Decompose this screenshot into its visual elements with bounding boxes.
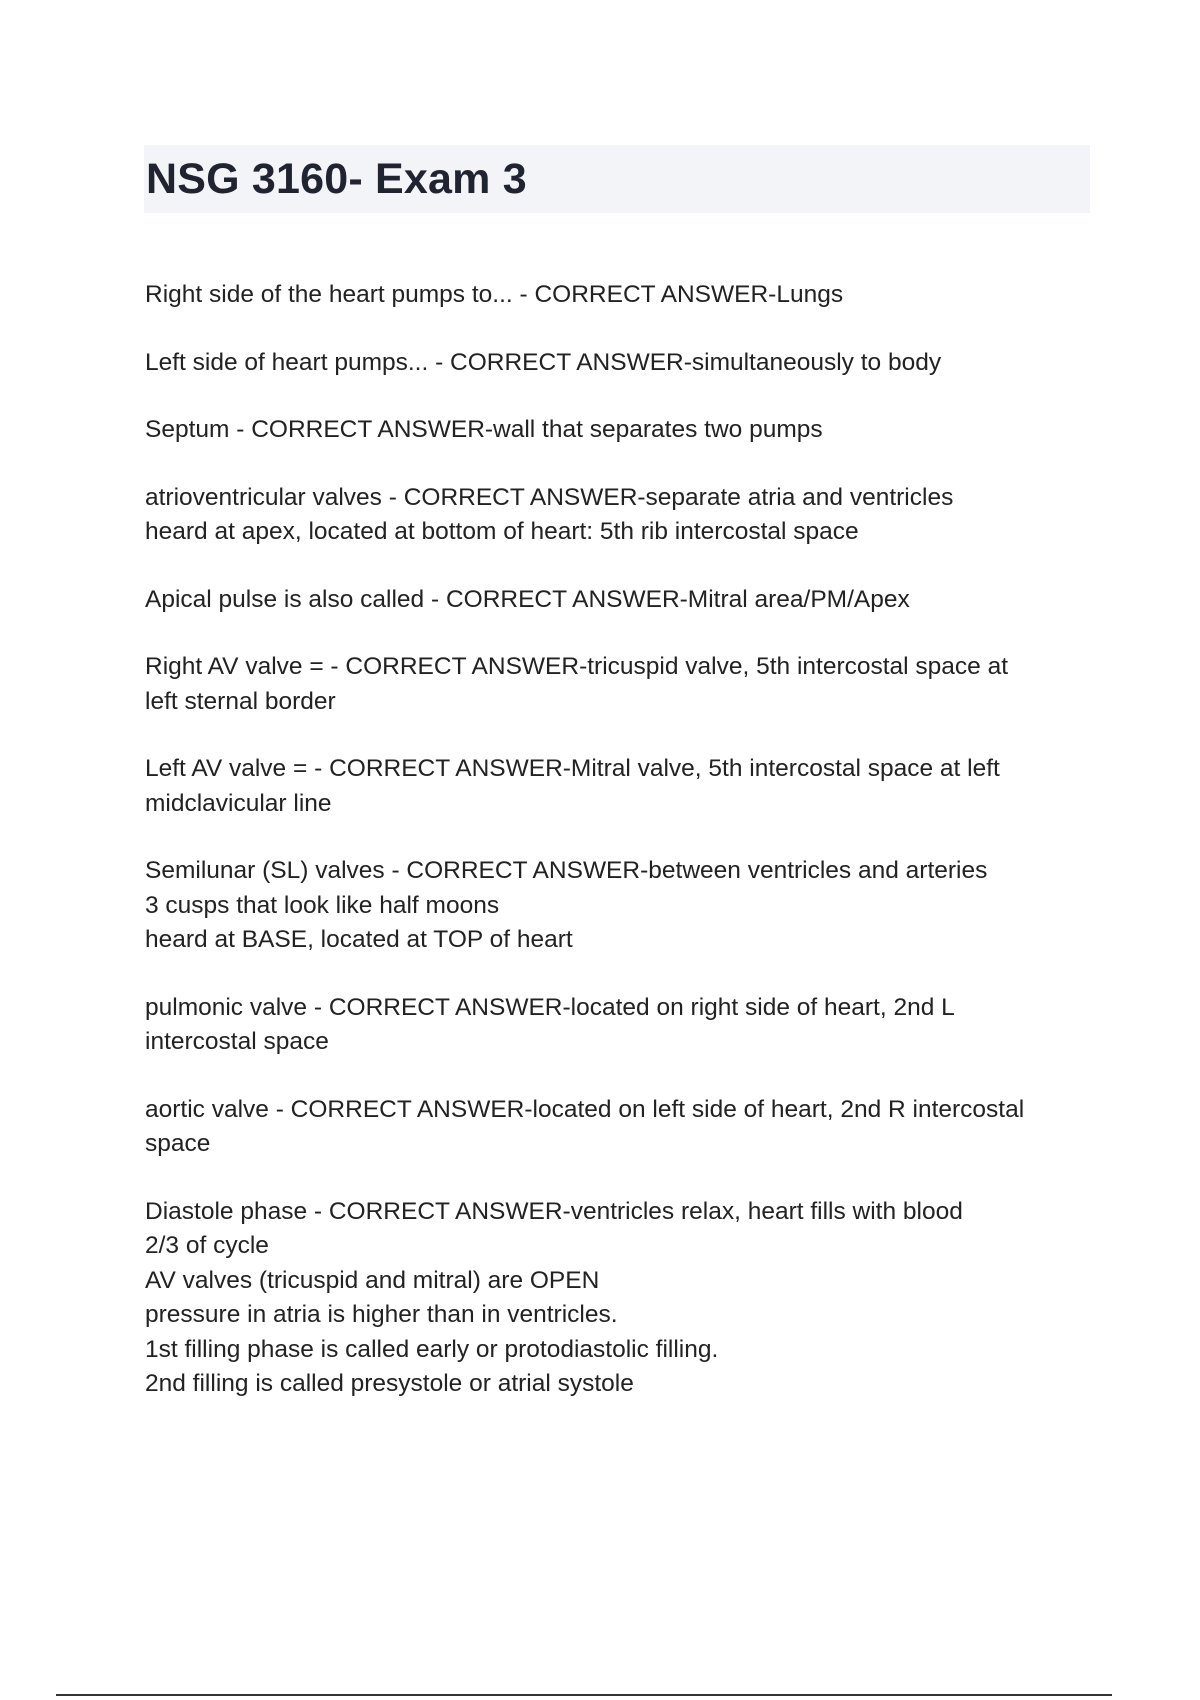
- page-title: NSG 3160- Exam 3: [146, 155, 527, 203]
- title-banner: [144, 145, 1090, 213]
- qa-item: [145, 413, 1095, 448]
- qa-item: [145, 278, 1095, 313]
- qa-line: Septum - CORRECT ANSWER-wall that separates two pumps: [145, 416, 823, 443]
- qa-line: Left side of heart pumps... - CORRECT ANSWER-simultaneously to body: [145, 348, 942, 376]
- qa-item: [145, 481, 1095, 550]
- qa-item: [145, 1195, 1095, 1402]
- qa-item: [145, 991, 1095, 1060]
- qa-line: atrioventricular valves - CORRECT ANSWER-separate atria and ventricles: [145, 483, 954, 511]
- qa-line: Diastole phase - CORRECT ANSWER-ventricles relax, heart fills with blood: [145, 1197, 963, 1225]
- qa-line: 1st filling phase is called early or protodiastolic filling.: [145, 1335, 719, 1363]
- qa-line: 2nd filling is called presystole or atrial systole: [145, 1370, 634, 1397]
- qa-line: aortic valve - CORRECT ANSWER-located on left side of heart, 2nd R intercostal: [145, 1095, 1025, 1123]
- qa-line: Left AV valve = - CORRECT ANSWER-Mitral valve, 5th intercostal space at left: [145, 755, 1000, 782]
- qa-line: AV valves (tricuspid and mitral) are OPEN: [145, 1266, 600, 1294]
- qa-line: intercostal space: [145, 1028, 329, 1055]
- qa-line: Semilunar (SL) valves - CORRECT ANSWER-between ventricles and arteries: [145, 857, 988, 884]
- qa-list: [145, 278, 1095, 1435]
- qa-line: Right AV valve = - CORRECT ANSWER-tricuspid valve, 5th intercostal space at: [145, 653, 1009, 680]
- footer-divider: [56, 1694, 1112, 1696]
- qa-item: [145, 854, 1095, 958]
- qa-item: [145, 650, 1095, 719]
- qa-line: 2/3 of cycle: [145, 1232, 269, 1259]
- qa-line: pressure in atria is higher than in ventricles.: [145, 1301, 618, 1328]
- qa-line: Right side of the heart pumps to... - CORRECT ANSWER-Lungs: [145, 281, 844, 308]
- qa-line: Apical pulse is also called - CORRECT ANSWER-Mitral area/PM/Apex: [145, 585, 910, 613]
- qa-item: [145, 1093, 1095, 1162]
- qa-line: 3 cusps that look like half moons: [145, 891, 500, 919]
- qa-line: pulmonic valve - CORRECT ANSWER-located on right side of heart, 2nd L: [145, 993, 955, 1021]
- qa-line: space: [145, 1130, 211, 1157]
- qa-line: left sternal border: [145, 687, 336, 715]
- qa-line: heard at apex, located at bottom of heart: 5th rib intercostal space: [145, 518, 859, 545]
- qa-item: [145, 583, 1095, 618]
- qa-item: [145, 752, 1095, 821]
- qa-line: heard at BASE, located at TOP of heart: [145, 926, 573, 953]
- qa-line: midclavicular line: [145, 789, 332, 817]
- qa-item: [145, 346, 1095, 381]
